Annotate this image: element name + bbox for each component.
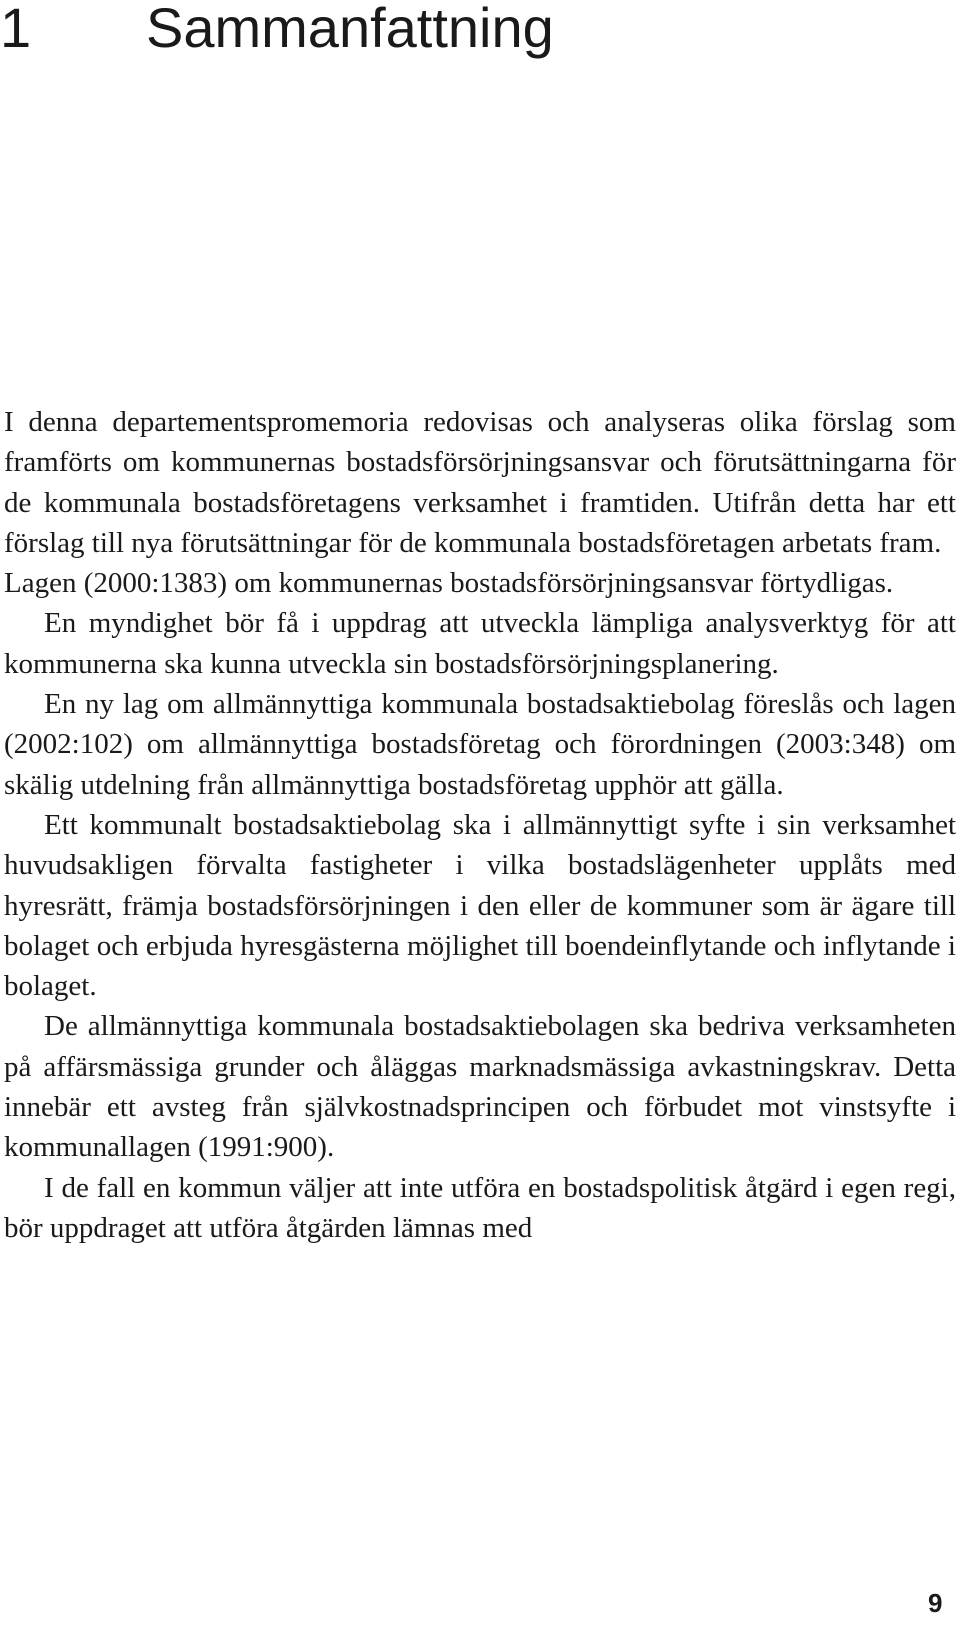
body-text — [4, 402, 956, 1248]
paragraph-lagen: Lagen (2000:1383) om kommunernas bostadsförsörjningsansvar förtydligas. — [4, 567, 894, 600]
chapter-title: Sammanfattning — [146, 0, 554, 59]
paragraph-ny-lag: En ny lag om allmännyttiga kommunala bostadsaktiebolag föreslås och lagen (2002:102) om allmännyttiga bostadsföretag och förordningen (2003:348) om skälig utdelning från allmännyttiga bostadsföretag upphör att gälla. — [4, 688, 956, 801]
paragraph-bostadsaktiebolag: Ett kommunalt bostadsaktiebolag ska i allmännyttigt syfte i sin verksamhet huvudsakligen förvalta fastigheter i vilka bostadslägenheter upplåts med hyresrätt, främja bostadsförsörjningen i den eller de kommuner som är ägare till bolaget och erbjuda hyresgästerna möjlighet till boendeinflytande och inflytande i bolaget. — [4, 808, 956, 1003]
paragraph-intro: I denna departementspromemoria redovisas och analyseras olika förslag som framförts om kommunernas bostadsförsörjningsansvar och förutsättningarna för de kommunala bostadsföretagens verksamhet i framtiden. Utifrån detta har ett förslag till nya förutsättningar för de kommunala bostadsföretagen arbetats fram. — [4, 406, 956, 559]
paragraph-myndighet: En myndighet bör få i uppdrag att utveckla lämpliga analysverktyg för att kommunerna ska kunna utveckla sin bostadsförsörjningsplanering. — [4, 607, 956, 680]
page-number: 9 — [928, 1588, 943, 1618]
chapter-heading — [0, 0, 554, 59]
chapter-number: 1 — [0, 0, 32, 59]
paragraph-affarsmassiga: De allmännyttiga kommunala bostadsaktiebolagen ska bedriva verksamheten på affärsmässiga grunder och åläggas marknadsmässiga avkastningskrav. Detta innebär ett avsteg från självkostnadsprincipen och förbudet mot vinstsyfte i kommunallagen (1991:900). — [4, 1010, 956, 1164]
paragraph-egen-regi: I de fall en kommun väljer att inte utföra en bostadspolitisk åtgärd i egen regi, bör uppdraget att utföra åtgärden lämnas med — [4, 1171, 956, 1244]
